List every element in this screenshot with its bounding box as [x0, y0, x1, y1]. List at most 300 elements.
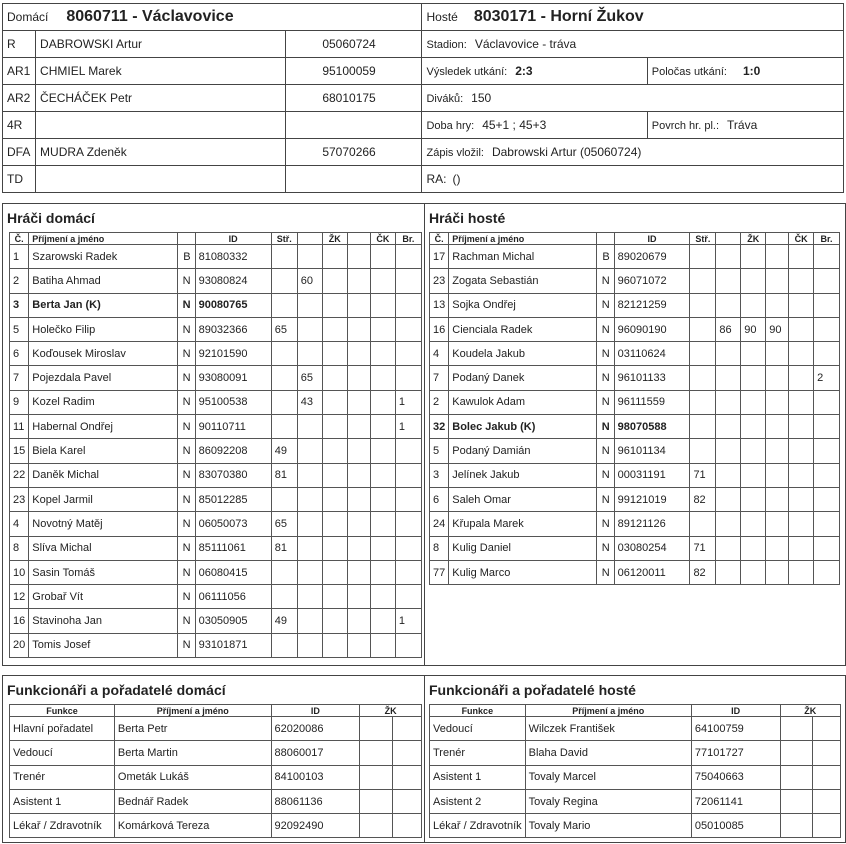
staff-id: 84100103 [271, 765, 360, 789]
yellow-card-minute-2 [322, 366, 347, 390]
staff-yellow-card-2 [393, 814, 422, 838]
player-type: B [596, 245, 614, 269]
player-id: 96090190 [614, 317, 690, 341]
player-type: N [596, 317, 614, 341]
staff-yellow-card-2 [393, 717, 422, 741]
player-number: 23 [430, 269, 449, 293]
col-id-header: ID [614, 233, 690, 245]
player-number: 2 [430, 390, 449, 414]
away-staff-panel [424, 675, 846, 843]
red-card-minute [789, 293, 814, 317]
player-name: Batiha Ahmad [29, 269, 177, 293]
yellow-card-minute-2 [322, 487, 347, 511]
result-cell [422, 58, 647, 85]
yellow-card-minute-3 [347, 536, 370, 560]
staff-name: Bednář Radek [114, 789, 271, 813]
official-name [36, 166, 286, 193]
result-value: 2:3 [515, 64, 533, 78]
substitution-minute [690, 512, 716, 536]
yellow-card-minute [297, 317, 322, 341]
player-row [430, 366, 840, 390]
goals [395, 317, 421, 341]
yellow-card-minute [297, 633, 322, 657]
yellow-card-minute-3 [766, 536, 789, 560]
duration-label: Doba hry: [426, 120, 475, 132]
red-card-minute [370, 439, 395, 463]
staff-role: Lékař / Zdravotník [430, 814, 526, 838]
col-type-header [177, 233, 195, 245]
red-card-minute [370, 390, 395, 414]
player-number: 8 [430, 536, 449, 560]
player-number: 22 [10, 463, 29, 487]
player-name: Tomis Josef [29, 633, 177, 657]
yellow-card-minute [297, 463, 322, 487]
yellow-card-minute-3 [347, 415, 370, 439]
yellow-card-minute-3 [347, 439, 370, 463]
yellow-card-minute-2 [741, 463, 766, 487]
away-players-table [429, 232, 840, 585]
col-yc3-header [347, 233, 370, 245]
official-name [36, 112, 286, 139]
substitution-minute [690, 415, 716, 439]
staff-id: 05010085 [691, 814, 780, 838]
away-team-cell [422, 4, 844, 31]
player-row [430, 269, 840, 293]
yellow-card-minute-2 [322, 512, 347, 536]
substitution-minute: 65 [271, 512, 297, 536]
player-row [10, 536, 422, 560]
away-team-name: 8030171 - Horní Žukov [473, 8, 644, 25]
staff-id: 88061136 [271, 789, 360, 813]
red-card-minute [789, 487, 814, 511]
player-name: Koďousek Miroslav [29, 342, 177, 366]
goals [395, 585, 421, 609]
player-type: N [596, 560, 614, 584]
player-name: Kozel Radim [29, 390, 177, 414]
duration-value: 45+1 ; 45+3 [482, 118, 547, 132]
player-number: 23 [10, 487, 29, 511]
player-number: 77 [430, 560, 449, 584]
red-card-minute [789, 415, 814, 439]
player-id: 95100538 [195, 390, 271, 414]
staff-row [10, 717, 422, 741]
yellow-card-minute-2 [322, 585, 347, 609]
official-role: 4R [3, 112, 36, 139]
player-number: 11 [10, 415, 29, 439]
col-sub-header: Stř. [690, 233, 716, 245]
red-card-minute [789, 439, 814, 463]
player-number: 10 [10, 560, 29, 584]
player-id: 99121019 [614, 487, 690, 511]
official-id: 05060724 [286, 31, 422, 58]
substitution-minute [271, 269, 297, 293]
yellow-card-minute [716, 487, 741, 511]
yellow-card-minute-3 [766, 512, 789, 536]
player-row [430, 342, 840, 366]
goals [814, 415, 840, 439]
col-id-header: ID [195, 233, 271, 245]
yellow-card-minute [297, 536, 322, 560]
yellow-card-minute-3 [347, 512, 370, 536]
substitution-minute [690, 269, 716, 293]
staff-header-row [10, 705, 422, 717]
yellow-card-minute-3 [347, 463, 370, 487]
yellow-card-minute-3 [766, 342, 789, 366]
player-type: N [177, 512, 195, 536]
goals [814, 390, 840, 414]
player-name: Szarowski Radek [29, 245, 177, 269]
player-name: Berta Jan (K) [29, 293, 177, 317]
player-type: N [596, 342, 614, 366]
yellow-card-minute [716, 439, 741, 463]
goals [814, 293, 840, 317]
red-card-minute [789, 366, 814, 390]
staff-name: Berta Petr [114, 717, 271, 741]
player-number: 7 [430, 366, 449, 390]
substitution-minute [690, 390, 716, 414]
player-name: Cienciala Radek [449, 317, 596, 341]
substitution-minute [271, 585, 297, 609]
col-name-header: Příjmení a jméno [449, 233, 596, 245]
player-row [10, 512, 422, 536]
player-type: B [177, 245, 195, 269]
col-rc-header: ČK [789, 233, 814, 245]
home-players-title: Hráči domácí [7, 210, 95, 226]
player-name: Kulig Marco [449, 560, 596, 584]
ra-value: () [452, 172, 461, 186]
player-id: 06080415 [195, 560, 271, 584]
result-label: Výsledek utkání: [426, 66, 508, 78]
player-row [10, 415, 422, 439]
staff-yellow-card [780, 741, 813, 765]
staff-role: Trenér [430, 741, 526, 765]
player-number: 9 [10, 390, 29, 414]
goals [395, 269, 421, 293]
player-id: 00031191 [614, 463, 690, 487]
player-name: Podaný Damián [449, 439, 596, 463]
player-number: 4 [430, 342, 449, 366]
red-card-minute [789, 269, 814, 293]
player-row [10, 293, 422, 317]
yellow-card-minute-2 [741, 245, 766, 269]
staff-yellow-card-2 [393, 765, 422, 789]
player-name: Stavinoha Jan [29, 609, 177, 633]
player-id: 81080332 [195, 245, 271, 269]
col-yc2-header: ŽK [741, 233, 766, 245]
player-name: Křupala Marek [449, 512, 596, 536]
player-type: N [177, 609, 195, 633]
col-role-header: Funkce [430, 705, 526, 717]
player-row [10, 342, 422, 366]
yellow-card-minute-2 [322, 463, 347, 487]
player-row [430, 512, 840, 536]
yellow-card-minute-3 [347, 293, 370, 317]
red-card-minute [370, 512, 395, 536]
red-card-minute [370, 463, 395, 487]
home-players-panel [2, 203, 425, 666]
staff-yellow-card [780, 789, 813, 813]
staff-role: Hlavní pořadatel [10, 717, 115, 741]
yellow-card-minute-2 [322, 415, 347, 439]
goals [814, 245, 840, 269]
player-row [10, 366, 422, 390]
official-role: TD [3, 166, 36, 193]
yellow-card-minute [716, 390, 741, 414]
col-name-header: Příjmení a jméno [525, 705, 691, 717]
player-type: N [177, 633, 195, 657]
staff-header-row [430, 705, 841, 717]
player-name: Daněk Michal [29, 463, 177, 487]
player-id: 93101871 [195, 633, 271, 657]
substitution-minute [690, 366, 716, 390]
goals [395, 342, 421, 366]
yellow-card-minute-2 [322, 342, 347, 366]
surface-value: Tráva [727, 118, 758, 132]
substitution-minute: 71 [690, 463, 716, 487]
player-id: 06111056 [195, 585, 271, 609]
player-type: N [177, 269, 195, 293]
yellow-card-minute-2 [322, 536, 347, 560]
yellow-card-minute-2: 90 [741, 317, 766, 341]
yellow-card-minute-3 [766, 560, 789, 584]
official-id: 95100059 [286, 58, 422, 85]
official-id [286, 166, 422, 193]
yellow-card-minute-3 [347, 245, 370, 269]
yellow-card-minute-3 [347, 342, 370, 366]
away-staff-title: Funkcionáři a pořadatelé hosté [429, 682, 636, 698]
yellow-card-minute-3 [766, 487, 789, 511]
substitution-minute: 82 [690, 487, 716, 511]
player-id: 90110711 [195, 415, 271, 439]
player-row [430, 536, 840, 560]
staff-role: Asistent 2 [430, 789, 526, 813]
staff-name: Berta Martin [114, 741, 271, 765]
player-number: 8 [10, 536, 29, 560]
player-row [430, 463, 840, 487]
player-number: 16 [10, 609, 29, 633]
yellow-card-minute-2 [322, 560, 347, 584]
player-id: 03110624 [614, 342, 690, 366]
goals: 1 [395, 415, 421, 439]
player-type: N [596, 293, 614, 317]
staff-name: Tovaly Mario [525, 814, 691, 838]
staff-id: 62020086 [271, 717, 360, 741]
col-yc2-header: ŽK [322, 233, 347, 245]
player-number: 2 [10, 269, 29, 293]
yellow-card-minute-2 [741, 536, 766, 560]
yellow-card-minute [297, 585, 322, 609]
player-type: N [596, 463, 614, 487]
yellow-card-minute-3 [766, 463, 789, 487]
official-id: 57070266 [286, 139, 422, 166]
player-id: 03080254 [614, 536, 690, 560]
substitution-minute [690, 245, 716, 269]
player-id: 86092208 [195, 439, 271, 463]
home-team-cell [3, 4, 422, 31]
col-yc-header: ŽK [780, 705, 841, 717]
home-staff-panel [2, 675, 425, 843]
staff-role: Asistent 1 [430, 765, 526, 789]
staff-role: Vedoucí [430, 717, 526, 741]
goals [395, 439, 421, 463]
staff-yellow-card [780, 814, 813, 838]
player-type: N [177, 487, 195, 511]
player-type: N [177, 415, 195, 439]
yellow-card-minute-3 [347, 366, 370, 390]
red-card-minute [370, 536, 395, 560]
yellow-card-minute-2 [322, 390, 347, 414]
goals [395, 536, 421, 560]
player-id: 06050073 [195, 512, 271, 536]
col-goals-header: Br. [814, 233, 840, 245]
col-yc-header: ŽK [360, 705, 422, 717]
yellow-card-minute-3 [766, 439, 789, 463]
yellow-card-minute [297, 439, 322, 463]
duration-cell [422, 112, 647, 139]
players-header-row [10, 233, 422, 245]
player-type: N [596, 390, 614, 414]
player-id: 93080824 [195, 269, 271, 293]
yellow-card-minute: 86 [716, 317, 741, 341]
staff-role: Asistent 1 [10, 789, 115, 813]
player-name: Saleh Omar [449, 487, 596, 511]
col-yc3-header [766, 233, 789, 245]
col-rc-header: ČK [370, 233, 395, 245]
staff-row [430, 741, 841, 765]
away-label: Hosté [426, 10, 458, 24]
staff-name: Tovaly Regina [525, 789, 691, 813]
col-name-header: Příjmení a jméno [29, 233, 177, 245]
player-type: N [596, 269, 614, 293]
yellow-card-minute: 60 [297, 269, 322, 293]
goals [814, 512, 840, 536]
yellow-card-minute: 43 [297, 390, 322, 414]
red-card-minute [789, 512, 814, 536]
halftime-label: Poločas utkání: [651, 66, 727, 78]
yellow-card-minute-2 [322, 609, 347, 633]
yellow-card-minute [297, 487, 322, 511]
player-type: N [596, 512, 614, 536]
entered-by-value: Dabrowski Artur (05060724) [491, 145, 642, 159]
substitution-minute [271, 342, 297, 366]
substitution-minute [690, 439, 716, 463]
away-staff-table [429, 704, 841, 838]
goals [814, 439, 840, 463]
substitution-minute: 49 [271, 439, 297, 463]
yellow-card-minute [297, 293, 322, 317]
player-id: 89032366 [195, 317, 271, 341]
red-card-minute [789, 317, 814, 341]
player-number: 20 [10, 633, 29, 657]
player-row [10, 390, 422, 414]
goals [395, 463, 421, 487]
player-row [10, 585, 422, 609]
player-row [430, 317, 840, 341]
yellow-card-minute-3 [766, 415, 789, 439]
red-card-minute [789, 463, 814, 487]
substitution-minute: 82 [690, 560, 716, 584]
player-type: N [596, 415, 614, 439]
goals [395, 366, 421, 390]
red-card-minute [370, 487, 395, 511]
player-name: Grobař Vít [29, 585, 177, 609]
player-name: Slíva Michal [29, 536, 177, 560]
stadium-cell [422, 31, 844, 58]
col-yc1-header [297, 233, 322, 245]
substitution-minute [271, 560, 297, 584]
home-players-table [9, 232, 422, 658]
col-name-header: Příjmení a jméno [114, 705, 271, 717]
staff-id: 75040663 [691, 765, 780, 789]
staff-name: Tovaly Marcel [525, 765, 691, 789]
staff-name: Komárková Tereza [114, 814, 271, 838]
player-type: N [177, 560, 195, 584]
red-card-minute [370, 366, 395, 390]
player-name: Kopel Jarmil [29, 487, 177, 511]
yellow-card-minute [297, 245, 322, 269]
player-number: 12 [10, 585, 29, 609]
player-number: 7 [10, 366, 29, 390]
match-header [2, 3, 844, 193]
player-row [10, 245, 422, 269]
player-type: N [596, 366, 614, 390]
yellow-card-minute-2 [741, 293, 766, 317]
col-number-header: Č. [430, 233, 449, 245]
home-staff-table [9, 704, 422, 838]
substitution-minute [271, 487, 297, 511]
player-name: Kawulok Adam [449, 390, 596, 414]
player-id: 85012285 [195, 487, 271, 511]
goals [814, 560, 840, 584]
player-id: 96111559 [614, 390, 690, 414]
goals [395, 487, 421, 511]
player-number: 13 [430, 293, 449, 317]
staff-yellow-card-2 [813, 741, 841, 765]
yellow-card-minute-3 [347, 633, 370, 657]
player-id: 85111061 [195, 536, 271, 560]
red-card-minute [370, 269, 395, 293]
player-number: 4 [10, 512, 29, 536]
goals [814, 487, 840, 511]
player-number: 15 [10, 439, 29, 463]
goals [395, 512, 421, 536]
goals [814, 269, 840, 293]
col-sub-header: Stř. [271, 233, 297, 245]
red-card-minute [370, 560, 395, 584]
player-name: Bolec Jakub (K) [449, 415, 596, 439]
staff-role: Trenér [10, 765, 115, 789]
red-card-minute [370, 609, 395, 633]
official-role: AR2 [3, 85, 36, 112]
yellow-card-minute [297, 560, 322, 584]
player-row [430, 415, 840, 439]
yellow-card-minute [716, 269, 741, 293]
spectators-cell [422, 85, 844, 112]
substitution-minute: 65 [271, 317, 297, 341]
player-id: 90080765 [195, 293, 271, 317]
staff-id: 88060017 [271, 741, 360, 765]
player-id: 96101134 [614, 439, 690, 463]
staff-yellow-card [780, 717, 813, 741]
yellow-card-minute-2 [322, 633, 347, 657]
substitution-minute [271, 366, 297, 390]
player-id: 92101590 [195, 342, 271, 366]
official-role: AR1 [3, 58, 36, 85]
official-role: R [3, 31, 36, 58]
yellow-card-minute-3 [766, 390, 789, 414]
player-number: 3 [10, 293, 29, 317]
yellow-card-minute [716, 536, 741, 560]
